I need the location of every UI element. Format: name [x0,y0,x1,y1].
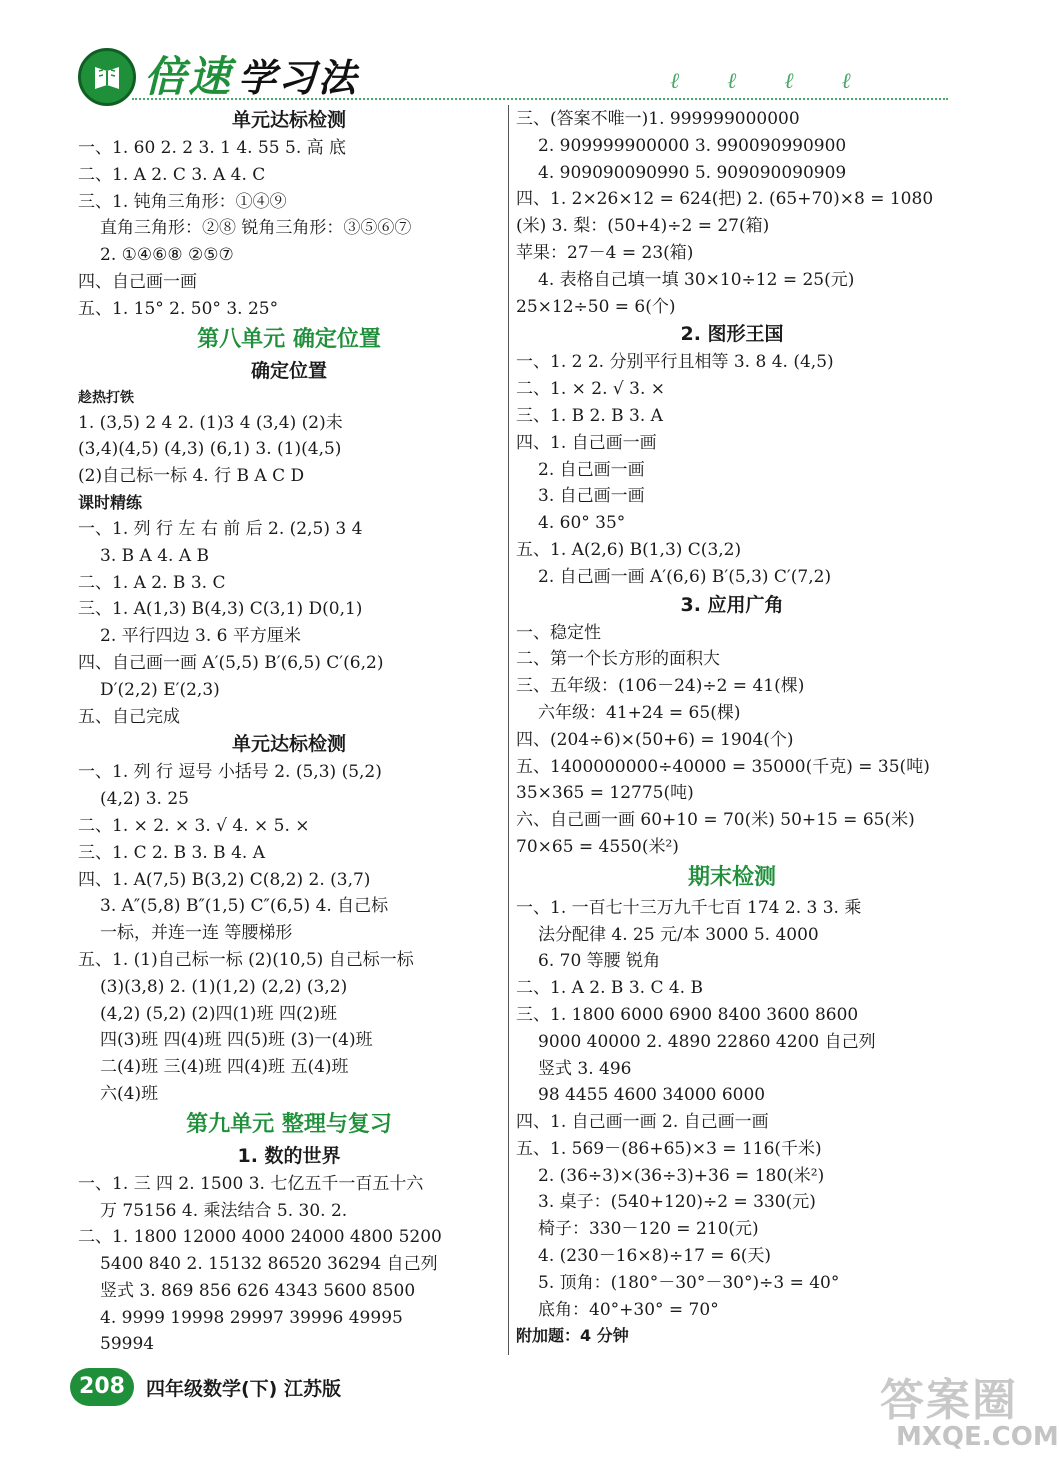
answer-line: 六(4)班 [100,1083,159,1104]
answer-line: 二、第一个长方形的面积大 [516,649,720,670]
answer-line: 35×365 = 12775(吨) [516,783,694,804]
answer-line: 三、1. A(1,3) B(4,3) C(3,1) D(0,1) [78,599,363,620]
answer-line: 二、1. A 2. B 3. C 4. B [516,978,703,999]
answer-line: 四(3)班 四(4)班 四(5)班 (3)一(4)班 [100,1030,373,1051]
answer-line: 五、1. 569－(86+65)×3 = 116(千米) [516,1138,822,1159]
answer-line: 4. 9999 19998 29997 39996 49995 [100,1307,403,1328]
answer-line: 二(4)班 三(4)班 四(4)班 五(4)班 [100,1057,349,1078]
unit-heading: 期末检测 [687,864,776,890]
answer-line: 3. 自己画一画 [538,486,645,507]
header-rule [132,98,948,100]
answer-line: 一、1. 一百七十三万九千七百 174 2. 3 3. 乘 [516,897,862,918]
answer-line: 1. (3,5) 2 4 2. (1)3 4 (3,4) (2)未 [78,412,343,433]
answer-line: (3)(3,8) 2. (1)(1,2) (2,2) (3,2) [100,976,348,997]
answer-line: 2. 909999900000 3. 990090990900 [538,135,847,156]
answer-line: (3,4)(4,5) (4,3) (6,1) 3. (1)(4,5) [78,439,342,460]
logo-book-icon [89,59,125,95]
answer-line: 底角：40°+30° = 70° [538,1299,719,1320]
answer-line: 四、自己画一画 [78,271,197,292]
answer-line: 竖式 3. 869 856 626 4343 5600 8500 [100,1280,416,1301]
answer-line: 5. 顶角：(180°－30°－30°)÷3 = 40° [538,1272,840,1293]
section-heading: 单元达标检测 [231,733,346,756]
answer-line: 二、1. 1800 12000 4000 24000 4800 5200 [78,1227,442,1248]
answer-line: 苹果：27－4 = 23(箱) [516,242,694,263]
answer-line: 五、1. 15° 2. 50° 3. 25° [78,298,279,319]
answer-line: 五、1. (1)自己标一标 (2)(10,5) 自己标一标 [78,949,414,970]
answer-line: 四、1. 2×26×12 = 624(把) 2. (65+70)×8 = 1080 [516,189,934,210]
answer-line: 一、1. 三 四 2. 1500 3. 七亿五千一百五十六 [78,1173,424,1194]
section-heading: 单元达标检测 [231,109,346,131]
answer-line: 六年级：41+24 = 65(棵) [538,702,741,723]
answer-line: 4. 60° 35° [538,513,626,534]
section-heading: 确定位置 [250,359,327,382]
answer-line: 二、1. A 2. B 3. C [78,572,226,593]
brand-title [144,44,358,104]
section-heading: 3. 应用广角 [680,593,784,616]
answer-line: 法分配律 4. 25 元/本 3000 5. 4000 [538,924,819,945]
answer-line: 三、(答案不唯一)1. 999999000000 [516,109,800,129]
answer-line: 四、(204÷6)×(50+6) = 1904(个) [516,729,794,750]
answer-line: (4,2) (5,2) (2)四(1)班 四(2)班 [100,1003,338,1024]
answer-line: 万 75156 4. 乘法结合 5. 30. 2. [100,1200,348,1221]
answer-line: 竖式 3. 496 [538,1058,632,1079]
answer-line: (米) 3. 梨：(50+4)÷2 = 27(箱) [516,216,770,237]
answer-line: 三、五年级：(106－24)÷2 = 41(棵) [516,676,805,697]
answer-line: 3. A″(5,8) B″(1,5) C″(6,5) 4. 自己标 [100,896,389,917]
answer-line: 四、自己画一画 A′(5,5) B′(6,5) C′(6,2) [78,652,384,673]
answer-line: 4. 表格自己填一填 30×10÷12 = 25(元) [538,269,855,290]
answer-line: 一、稳定性 [516,622,601,643]
answer-line: (2)自己标一标 4. 行 B A C D [78,466,305,487]
answer-line: 四、1. 自己画一画 [516,432,657,453]
unit-heading: 第八单元 确定位置 [197,326,381,352]
answer-line: 9000 40000 2. 4890 22860 4200 自己列 [538,1031,876,1052]
answer-line: 6. 70 等腰 锐角 [538,951,661,972]
page-footer [70,1362,1059,1452]
answer-line: 一、1. 列 行 左 右 前 后 2. (2,5) 3 4 [78,518,363,539]
page-number: 208 [70,1368,134,1406]
section-heading: 2. 图形王国 [680,323,784,346]
answer-line: 一、1. 列 行 逗号 小括号 2. (5,3) (5,2) [78,762,382,783]
answer-line: 三、1. C 2. B 3. B 4. A [78,842,265,863]
answer-line: 二、1. × 2. × 3. √ 4. × 5. × [78,815,310,836]
subsection-label: 趁热打铁 [78,389,134,406]
watermark-text: 答案圈 [880,1375,1018,1426]
answer-line: 2. (36÷3)×(36÷3)+36 = 180(米²) [538,1165,825,1186]
answer-line: 四、1. A(7,5) B(3,2) C(8,2) 2. (3,7) [78,869,371,890]
answer-line: 二、1. A 2. C 3. A 4. C [78,164,266,185]
answer-line: 六、自己画一画 60+10 = 70(米) 50+15 = 65(米) [516,810,915,831]
brand-black: 学习法 [238,56,359,100]
answer-line: 一、1. 60 2. 2 3. 1 4. 55 5. 高 底 [78,138,347,158]
answer-line: (4,2) 3. 25 [100,789,189,810]
answer-line: 五、1. A(2,6) B(1,3) C(3,2) [516,539,742,560]
subsection-label: 附加题：4 分钟 [516,1326,629,1346]
answer-line: 4. 909090090990 5. 909090090909 [538,162,847,183]
answer-line: 直角三角形：②⑧ 锐角三角形：③⑤⑥⑦ [100,218,412,239]
answer-line: D′(2,2) E′(2,3) [100,679,220,700]
page-header [70,38,950,108]
answer-line: 一、1. 2 2. 分别平行且相等 3. 8 4. (4,5) [516,352,834,373]
answer-line: 5400 840 2. 15132 86520 36294 自己列 [100,1254,438,1275]
section-heading: 1. 数的世界 [237,1144,341,1167]
subsection-label: 课时精练 [78,492,143,512]
answer-line: 3. 桌子：(540+120)÷2 = 330(元) [538,1192,816,1213]
answer-line: 椅子：330－120 = 210(元) [538,1219,759,1240]
answer-line: 一标，并连一连 等腰梯形 [100,923,293,944]
right-column [516,106,948,1349]
answer-line: 五、自己完成 [78,706,180,727]
left-column [78,106,500,1358]
answer-line: 五、1400000000÷40000 = 35000(千克) = 35(吨) [516,756,930,777]
header-ornament: ℓℓℓℓ [670,69,899,94]
answer-line: 三、1. 钝角三角形：①④⑨ [78,191,287,212]
answer-line: 70×65 = 4550(米²) [516,836,679,857]
brand-logo [78,48,136,106]
answer-line: 2. ①④⑥⑧ ②⑤⑦ [100,245,234,266]
brand-green: 倍速 [144,52,233,101]
answer-line: 98 4455 4600 34000 6000 [538,1085,766,1106]
answer-line: 二、1. × 2. √ 3. × [516,379,665,400]
answer-line: 2. 自己画一画 [538,459,645,480]
column-divider [508,105,509,1355]
answer-line: 2. 平行四边 3. 6 平方厘米 [100,626,301,647]
book-title: 四年级数学(下) 江苏版 [146,1378,341,1400]
watermark [850,1362,1059,1462]
answer-line: 三、1. 1800 6000 6900 8400 3600 8600 [516,1004,859,1025]
answer-line: 3. B A 4. A B [100,545,209,566]
answer-line: 4. (230－16×8)÷17 = 6(天) [538,1246,772,1267]
answer-line: 59994 [100,1334,155,1355]
unit-heading: 第九单元 整理与复习 [186,1111,392,1137]
answer-line: 2. 自己画一画 A′(6,6) B′(5,3) C′(7,2) [538,566,832,587]
answer-line: 三、1. B 2. B 3. A [516,405,663,426]
watermark-url: MXQE.COM [896,1422,1059,1452]
answer-line: 四、1. 自己画一画 2. 自己画一画 [516,1112,769,1133]
answer-line: 25×12÷50 = 6(个) [516,296,676,317]
